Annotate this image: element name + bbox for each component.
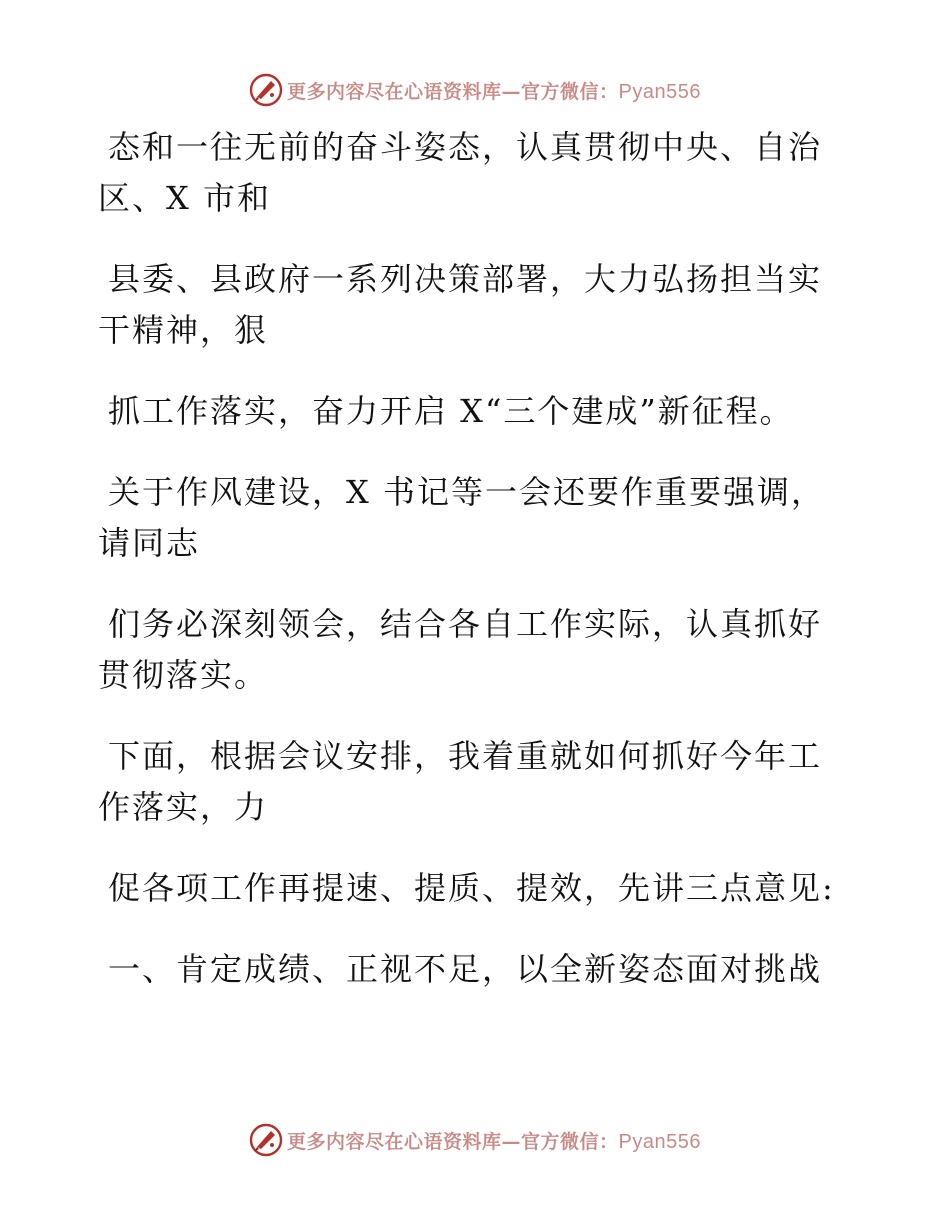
paragraph-1: 态和一往无前的奋斗姿态，认真贯彻中央、自治区、X 市和: [98, 128, 823, 217]
paragraph-3: 抓工作落实，奋力开启 X“三个建成”新征程。: [108, 392, 794, 430]
paragraph-5: 们务必深刻领会，结合各自工作实际，认真抓好贯彻落实。: [98, 605, 823, 694]
section-heading-1: 一、肯定成绩、正视不足，以全新姿态面对挑战: [108, 950, 823, 988]
document-body: [98, 122, 838, 1025]
header-watermark: [0, 68, 950, 112]
pen-logo-icon: [249, 73, 283, 107]
watermark-text: 更多内容尽在心语资料库—官方微信：Pyan556: [287, 1130, 701, 1153]
footer-watermark: [0, 1118, 950, 1162]
paragraph-6: 下面，根据会议安排，我着重就如何抓好今年工作落实，力: [98, 737, 823, 826]
watermark-wechat-id: Pyan556: [618, 1130, 701, 1153]
paragraph-4: 关于作风建设，X 书记等一会还要作重要强调，请同志: [98, 473, 825, 562]
pen-logo-icon: [249, 1123, 283, 1157]
watermark-wechat-id: Pyan556: [618, 80, 701, 103]
paragraph-2: 县委、县政府一系列决策部署，大力弘扬担当实干精神，狠: [98, 260, 823, 349]
watermark-text: 更多内容尽在心语资料库—官方微信：Pyan556: [287, 80, 701, 103]
paragraph-7: 促各项工作再提速、提质、提效，先讲三点意见:: [108, 869, 835, 907]
